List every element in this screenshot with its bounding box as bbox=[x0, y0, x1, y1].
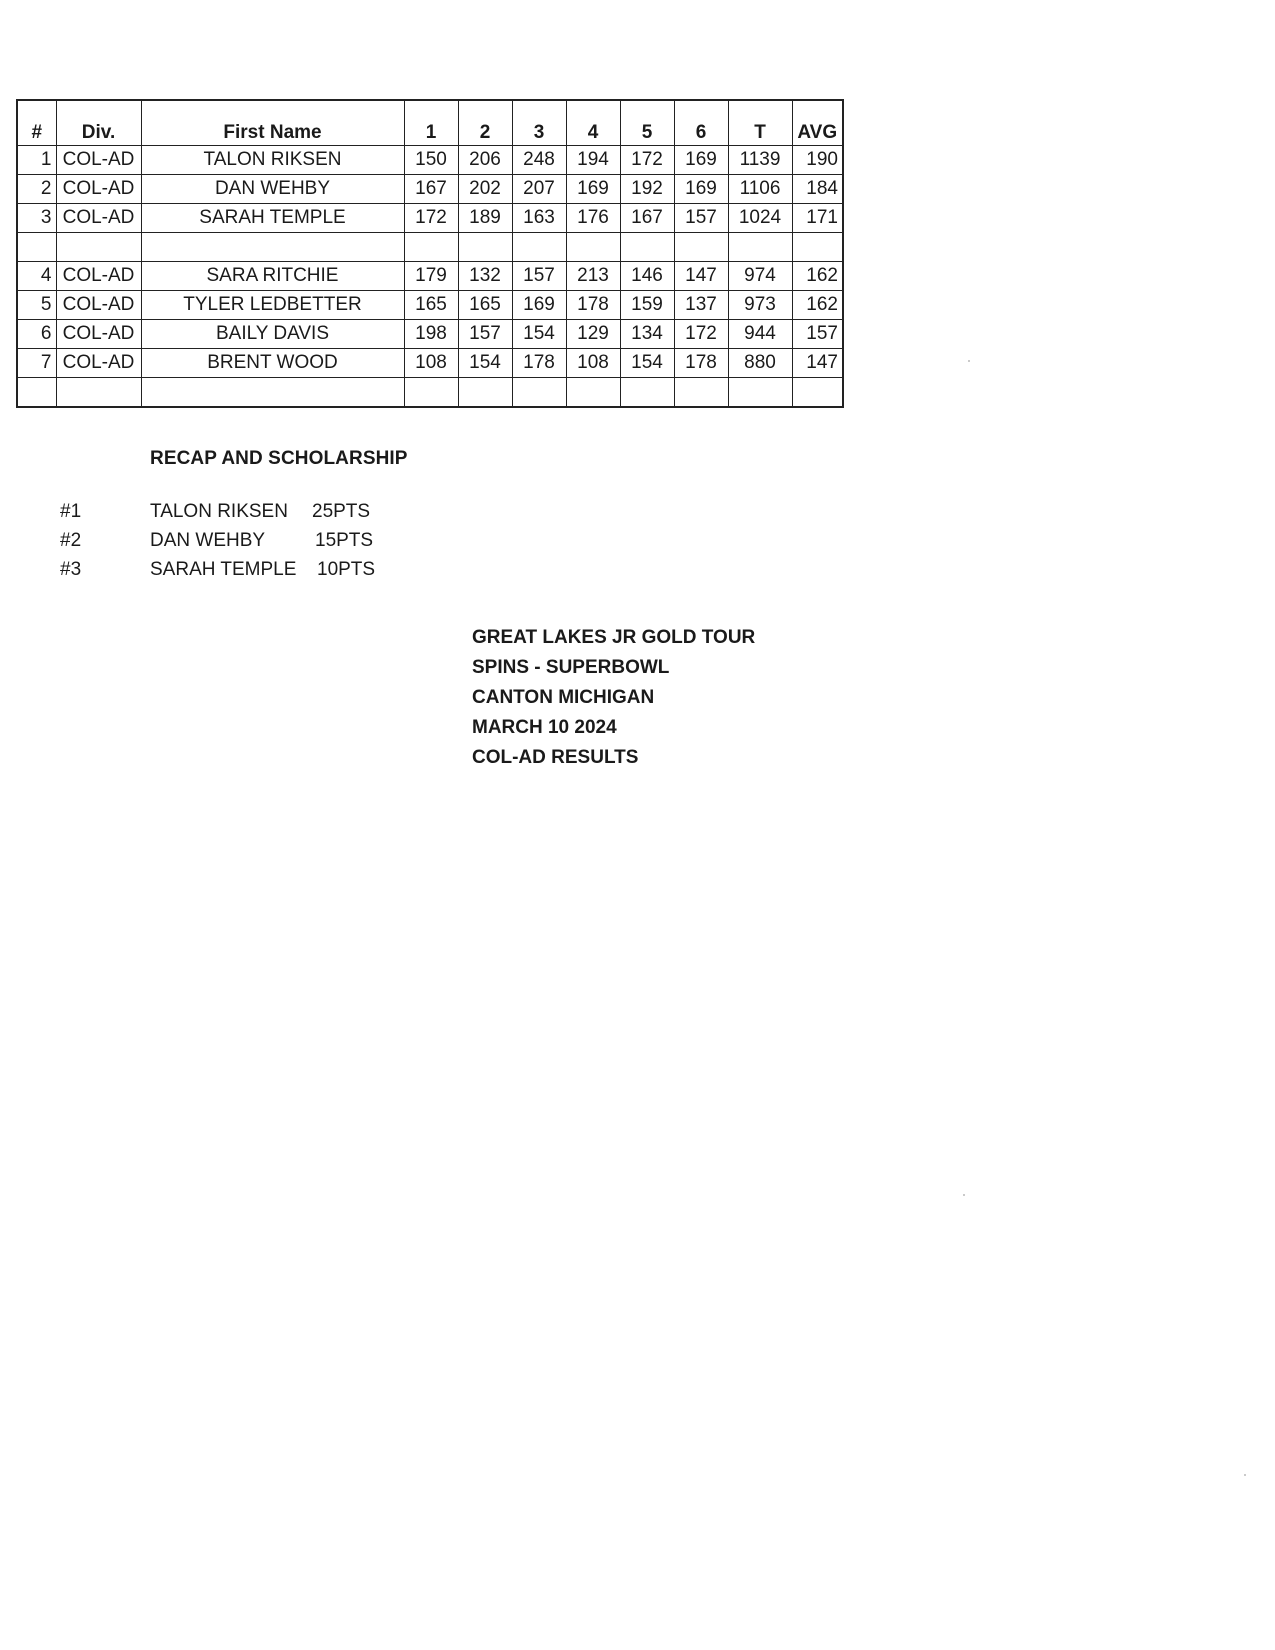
cell-game-3: 178 bbox=[512, 349, 566, 378]
recap-rank: #1 bbox=[60, 501, 82, 522]
event-date: MARCH 10 2024 bbox=[472, 717, 617, 738]
cell-name: BRENT WOOD bbox=[141, 349, 404, 378]
cell-game-1: 198 bbox=[404, 320, 458, 349]
cell-average: 147 bbox=[792, 349, 843, 378]
cell-game-3: 207 bbox=[512, 175, 566, 204]
cell-rank: 1 bbox=[17, 146, 56, 175]
header-division: Div. bbox=[56, 100, 141, 146]
table-row bbox=[17, 349, 843, 378]
cell-name: DAN WEHBY bbox=[141, 175, 404, 204]
cell-name: TALON RIKSEN bbox=[141, 146, 404, 175]
cell-rank: 5 bbox=[17, 291, 56, 320]
cell-game-6: 137 bbox=[674, 291, 728, 320]
cell-game-6: 147 bbox=[674, 262, 728, 291]
header-game-1: 1 bbox=[404, 100, 458, 146]
cell-game-5: 146 bbox=[620, 262, 674, 291]
table-row bbox=[17, 146, 843, 175]
cell-average: 190 bbox=[792, 146, 843, 175]
cell-division: COL-AD bbox=[56, 349, 141, 378]
cell-game-4: 178 bbox=[566, 291, 620, 320]
cell-total: 974 bbox=[728, 262, 792, 291]
header-total: T bbox=[728, 100, 792, 146]
recap-points: 25PTS bbox=[312, 501, 371, 522]
recap-name: TALON RIKSEN bbox=[150, 501, 288, 522]
cell-average: 162 bbox=[792, 262, 843, 291]
header-first-name: First Name bbox=[141, 100, 404, 146]
cell-division: COL-AD bbox=[56, 204, 141, 233]
cell-average: 171 bbox=[792, 204, 843, 233]
event-location: CANTON MICHIGAN bbox=[472, 687, 655, 708]
recap-name: DAN WEHBY bbox=[150, 530, 266, 551]
cell-game-5: 134 bbox=[620, 320, 674, 349]
table-row bbox=[17, 320, 843, 349]
cell-game-4: 176 bbox=[566, 204, 620, 233]
cell-total: 1106 bbox=[728, 175, 792, 204]
cell-game-6: 157 bbox=[674, 204, 728, 233]
cell-rank: 3 bbox=[17, 204, 56, 233]
cell-game-5: 172 bbox=[620, 146, 674, 175]
recap-points: 10PTS bbox=[317, 559, 376, 580]
table-spacer-row bbox=[17, 233, 843, 262]
header-game-5: 5 bbox=[620, 100, 674, 146]
header-game-2: 2 bbox=[458, 100, 512, 146]
cell-rank: 2 bbox=[17, 175, 56, 204]
cell-game-2: 165 bbox=[458, 291, 512, 320]
header-game-3: 3 bbox=[512, 100, 566, 146]
cell-rank: 4 bbox=[17, 262, 56, 291]
cell-rank: 7 bbox=[17, 349, 56, 378]
cell-rank: 6 bbox=[17, 320, 56, 349]
recap-entry bbox=[60, 499, 400, 525]
recap-rank: #2 bbox=[60, 530, 82, 551]
recap-rank: #3 bbox=[60, 559, 82, 580]
cell-game-1: 167 bbox=[404, 175, 458, 204]
header-game-6: 6 bbox=[674, 100, 728, 146]
cell-division: COL-AD bbox=[56, 146, 141, 175]
cell-game-3: 248 bbox=[512, 146, 566, 175]
cell-name: TYLER LEDBETTER bbox=[141, 291, 404, 320]
cell-game-4: 194 bbox=[566, 146, 620, 175]
cell-game-1: 165 bbox=[404, 291, 458, 320]
cell-game-2: 157 bbox=[458, 320, 512, 349]
cell-game-6: 172 bbox=[674, 320, 728, 349]
cell-total: 973 bbox=[728, 291, 792, 320]
cell-game-1: 172 bbox=[404, 204, 458, 233]
cell-division: COL-AD bbox=[56, 175, 141, 204]
table-row bbox=[17, 204, 843, 233]
event-division-results: COL-AD RESULTS bbox=[472, 747, 639, 768]
event-tour-name: GREAT LAKES JR GOLD TOUR bbox=[472, 627, 756, 648]
event-venue: SPINS - SUPERBOWL bbox=[472, 657, 670, 678]
table-spacer-row bbox=[17, 378, 843, 408]
cell-game-4: 169 bbox=[566, 175, 620, 204]
cell-game-2: 202 bbox=[458, 175, 512, 204]
cell-division: COL-AD bbox=[56, 262, 141, 291]
cell-name: SARAH TEMPLE bbox=[141, 204, 404, 233]
recap-name: SARAH TEMPLE bbox=[150, 559, 297, 580]
recap-title: RECAP AND SCHOLARSHIP bbox=[150, 448, 408, 469]
header-rank: # bbox=[17, 100, 56, 146]
cell-game-5: 159 bbox=[620, 291, 674, 320]
cell-game-2: 154 bbox=[458, 349, 512, 378]
cell-game-3: 154 bbox=[512, 320, 566, 349]
cell-game-2: 132 bbox=[458, 262, 512, 291]
cell-game-4: 129 bbox=[566, 320, 620, 349]
cell-name: SARA RITCHIE bbox=[141, 262, 404, 291]
event-info bbox=[472, 623, 755, 773]
cell-average: 157 bbox=[792, 320, 843, 349]
table-row bbox=[17, 291, 843, 320]
cell-game-5: 167 bbox=[620, 204, 674, 233]
cell-game-3: 157 bbox=[512, 262, 566, 291]
table-header-row bbox=[17, 100, 843, 146]
recap-entry bbox=[60, 528, 400, 554]
cell-game-1: 179 bbox=[404, 262, 458, 291]
table-row bbox=[17, 262, 843, 291]
table-row bbox=[17, 175, 843, 204]
header-game-4: 4 bbox=[566, 100, 620, 146]
cell-game-6: 169 bbox=[674, 175, 728, 204]
cell-game-1: 150 bbox=[404, 146, 458, 175]
cell-game-1: 108 bbox=[404, 349, 458, 378]
scan-speck bbox=[963, 1194, 965, 1196]
scan-speck bbox=[1244, 1474, 1246, 1476]
cell-name: BAILY DAVIS bbox=[141, 320, 404, 349]
header-average: AVG bbox=[792, 100, 843, 146]
cell-game-2: 206 bbox=[458, 146, 512, 175]
cell-average: 162 bbox=[792, 291, 843, 320]
recap-entry bbox=[60, 557, 400, 583]
cell-game-3: 163 bbox=[512, 204, 566, 233]
cell-game-6: 169 bbox=[674, 146, 728, 175]
cell-game-4: 213 bbox=[566, 262, 620, 291]
cell-game-3: 169 bbox=[512, 291, 566, 320]
cell-total: 1024 bbox=[728, 204, 792, 233]
cell-total: 1139 bbox=[728, 146, 792, 175]
cell-average: 184 bbox=[792, 175, 843, 204]
cell-game-5: 192 bbox=[620, 175, 674, 204]
scan-speck bbox=[968, 360, 970, 362]
cell-total: 880 bbox=[728, 349, 792, 378]
cell-game-2: 189 bbox=[458, 204, 512, 233]
cell-game-4: 108 bbox=[566, 349, 620, 378]
recap-points: 15PTS bbox=[315, 530, 374, 551]
cell-total: 944 bbox=[728, 320, 792, 349]
cell-game-6: 178 bbox=[674, 349, 728, 378]
cell-division: COL-AD bbox=[56, 291, 141, 320]
cell-division: COL-AD bbox=[56, 320, 141, 349]
results-table bbox=[16, 99, 844, 408]
cell-game-5: 154 bbox=[620, 349, 674, 378]
